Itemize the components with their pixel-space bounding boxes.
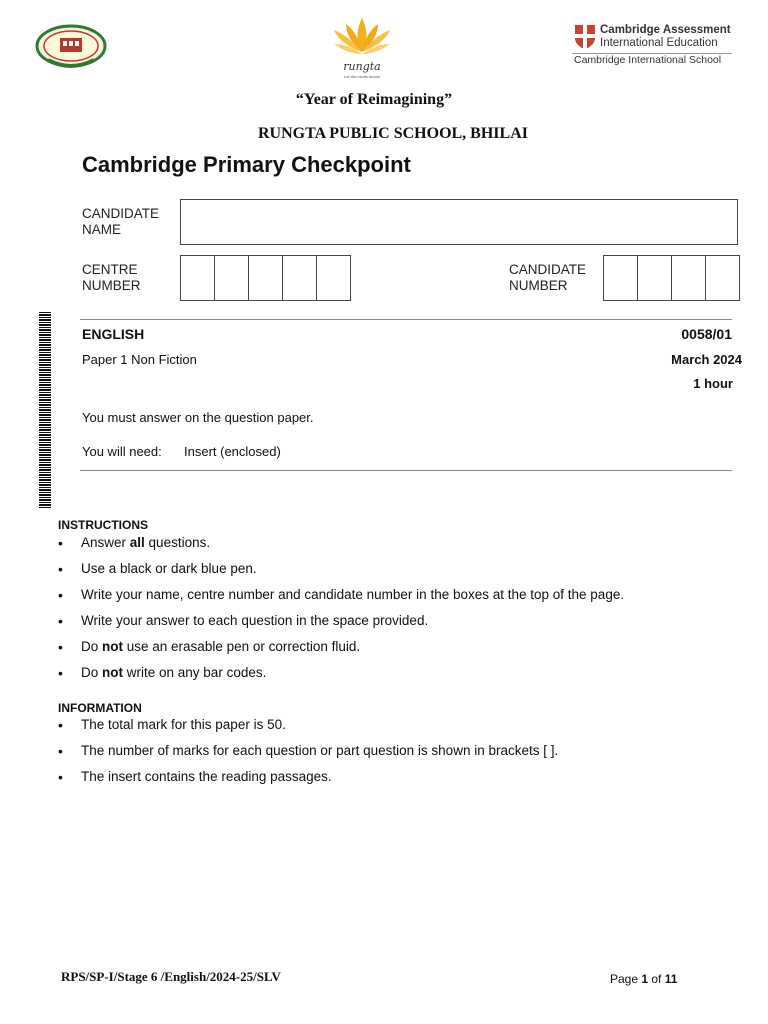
cambridge-line-3: Cambridge International School bbox=[574, 54, 722, 66]
list-item bbox=[58, 639, 624, 665]
list-item bbox=[58, 665, 624, 691]
information-list bbox=[58, 717, 558, 795]
paper-code: 0058/01 bbox=[681, 326, 732, 342]
centre-number-label bbox=[82, 262, 141, 294]
page-total: 11 bbox=[664, 972, 678, 986]
needed-item: Insert (enclosed) bbox=[184, 444, 281, 459]
candidate-number-digit-box[interactable] bbox=[637, 255, 672, 301]
rungta-wordmark: rungta bbox=[343, 60, 381, 73]
rungta-tagline: Let the minds bloom bbox=[343, 74, 381, 79]
list-item bbox=[58, 587, 624, 613]
bottom-divider bbox=[80, 470, 732, 471]
centre-number-digit-box[interactable] bbox=[214, 255, 249, 301]
candidate-name-label-line2: NAME bbox=[82, 222, 122, 237]
item-text: Answer bbox=[81, 535, 130, 550]
candidate-number-digit-box[interactable] bbox=[603, 255, 638, 301]
rungta-logo bbox=[322, 14, 402, 82]
candidate-name-field[interactable] bbox=[180, 199, 738, 245]
lotus-icon bbox=[322, 14, 402, 62]
list-item bbox=[58, 561, 624, 587]
centre-number-boxes bbox=[180, 255, 351, 301]
candidate-number-digit-box[interactable] bbox=[705, 255, 740, 301]
page-current: 1 bbox=[641, 972, 649, 986]
centre-number-label-line2: NUMBER bbox=[82, 278, 141, 293]
candidate-number-label-line2: NUMBER bbox=[509, 278, 568, 293]
item-text: use an erasable pen or correction fluid. bbox=[123, 639, 361, 654]
item-text: Do bbox=[81, 665, 103, 680]
item-text: Write your name, centre number and candidate number in the boxes at the top of the page. bbox=[81, 587, 625, 602]
candidate-number-digit-box[interactable] bbox=[671, 255, 706, 301]
answer-note: You must answer on the question paper. bbox=[82, 410, 314, 425]
item-emphasis: all bbox=[129, 535, 145, 550]
information-title: INFORMATION bbox=[58, 701, 142, 715]
instructions-list bbox=[58, 535, 624, 691]
exam-duration: 1 hour bbox=[693, 376, 733, 391]
list-item: • The number of marks for each question or part question is shown in brackets [ ]. bbox=[58, 743, 558, 769]
motto: “Year of Reimagining” bbox=[295, 91, 453, 108]
list-item bbox=[58, 535, 624, 561]
cambridge-line-1: Cambridge Assessment bbox=[600, 24, 731, 36]
page-word: Page bbox=[610, 972, 642, 986]
candidate-number-boxes bbox=[603, 255, 740, 301]
centre-number-digit-box[interactable] bbox=[282, 255, 317, 301]
subject: ENGLISH bbox=[82, 326, 145, 342]
page-number bbox=[610, 972, 677, 986]
item-text: Do bbox=[81, 639, 103, 654]
footer-reference: RPS/SP-I/Stage 6 /English/2024-25/SLV bbox=[61, 969, 281, 984]
item-emphasis: not bbox=[102, 639, 124, 654]
item-text: questions. bbox=[144, 535, 211, 550]
cambridge-logo bbox=[572, 22, 734, 68]
cambridge-shield-icon bbox=[574, 24, 596, 50]
candidate-number-label-line1: CANDIDATE bbox=[509, 262, 587, 277]
page-title: Cambridge Primary Checkpoint bbox=[82, 152, 411, 177]
you-will-need-label: You will need: bbox=[82, 444, 162, 459]
list-item: • The insert contains the reading passages. bbox=[58, 769, 558, 795]
item-text: Use a black or dark blue pen. bbox=[81, 561, 257, 576]
candidate-number-label bbox=[509, 262, 586, 294]
item-text: write on any bar codes. bbox=[123, 665, 267, 680]
instructions-title: INSTRUCTIONS bbox=[58, 518, 148, 532]
barcode bbox=[39, 312, 51, 508]
item-emphasis: not bbox=[102, 665, 124, 680]
cambridge-line-2: International Education bbox=[600, 37, 718, 49]
page-of: of bbox=[648, 972, 665, 986]
candidate-name-label bbox=[82, 206, 159, 238]
item-text: Write your answer to each question in the space provided. bbox=[81, 613, 429, 628]
centre-number-digit-box[interactable] bbox=[248, 255, 283, 301]
top-divider bbox=[80, 319, 732, 320]
school-emblem-logo bbox=[34, 24, 108, 70]
candidate-name-label-line1: CANDIDATE bbox=[82, 206, 160, 221]
school-name: RUNGTA PUBLIC SCHOOL, BHILAI bbox=[258, 125, 528, 142]
centre-number-label-line1: CENTRE bbox=[82, 262, 138, 277]
centre-number-digit-box[interactable] bbox=[316, 255, 351, 301]
list-item bbox=[58, 613, 624, 639]
centre-number-digit-box[interactable] bbox=[180, 255, 215, 301]
list-item: • The total mark for this paper is 50. bbox=[58, 717, 558, 743]
exam-date: March 2024 bbox=[671, 352, 742, 367]
school-emblem-icon bbox=[34, 24, 108, 70]
paper-title: Paper 1 Non Fiction bbox=[82, 352, 197, 367]
